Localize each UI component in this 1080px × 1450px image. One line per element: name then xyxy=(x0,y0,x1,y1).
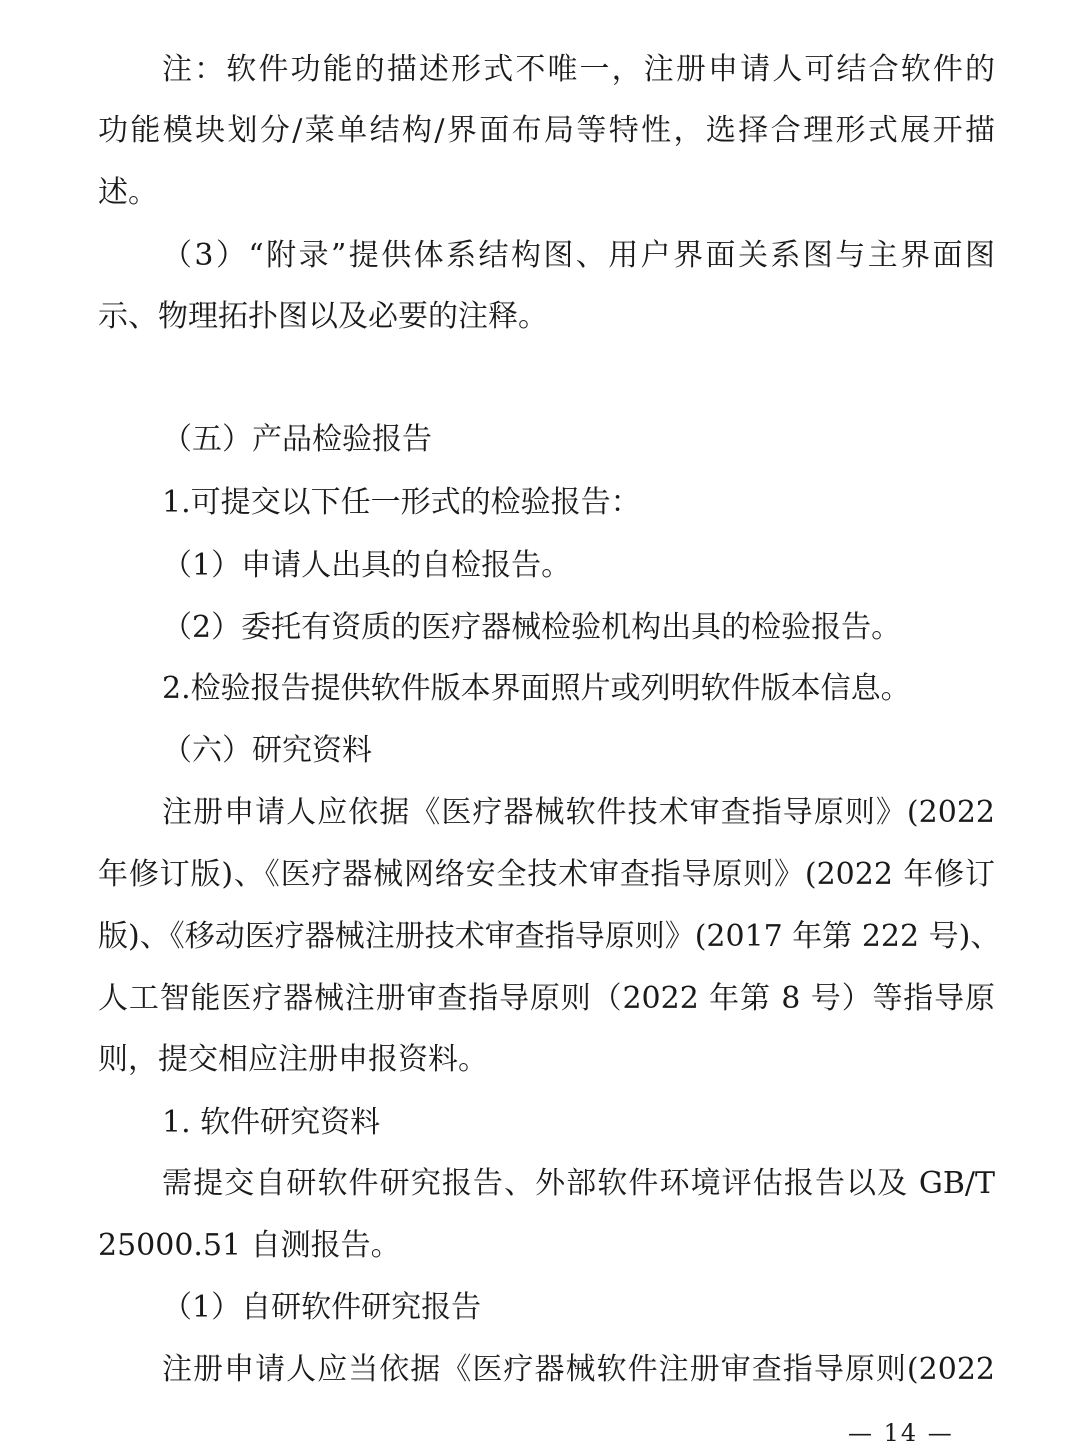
text-line: 示、物理拓扑图以及必要的注释。 xyxy=(98,299,548,334)
text-line: 1.可提交以下任一形式的检验报告： xyxy=(162,485,641,520)
text-line: 25000.51 自测报告。 xyxy=(98,1228,401,1263)
subsection-heading: （1）自研软件研究报告 xyxy=(162,1290,482,1325)
text-line: （1）申请人出具的自检报告。 xyxy=(162,548,572,583)
text-line: 年修订版)、《医疗器械网络安全技术审查指导原则》(2022 年修订 xyxy=(98,857,995,892)
section-heading: （五）产品检验报告 xyxy=(162,422,432,457)
text-line: 注册申请人应当依据《医疗器械软件注册审查指导原则(2022 xyxy=(162,1352,995,1387)
text-line: 需提交自研软件研究报告、外部软件环境评估报告以及 GB/T xyxy=(162,1166,995,1201)
text-line: 功能模块划分/菜单结构/界面布局等特性，选择合理形式展开描 xyxy=(98,113,995,148)
page-number: — 14 — xyxy=(848,1419,954,1447)
section-heading: （六）研究资料 xyxy=(162,733,372,768)
text-line: 版)、《移动医疗器械注册技术审查指导原则》(2017 年第 222 号)、 xyxy=(98,919,1001,954)
text-line: （2）委托有资质的医疗器械检验机构出具的检验报告。 xyxy=(162,610,902,645)
text-line: 2.检验报告提供软件版本界面照片或列明软件版本信息。 xyxy=(162,671,911,706)
text-line: 注册申请人应依据《医疗器械软件技术审查指导原则》(2022 xyxy=(162,795,995,830)
text-line: （3）“附录”提供体系结构图、用户界面关系图与主界面图 xyxy=(162,238,995,273)
text-line: 述。 xyxy=(98,175,158,210)
text-line: 人工智能医疗器械注册审查指导原则（2022 年第 8 号）等指导原 xyxy=(98,981,995,1016)
subsection-heading: 1. 软件研究资料 xyxy=(162,1105,381,1140)
text-line: 则，提交相应注册申报资料。 xyxy=(98,1042,488,1077)
text-line: 注：软件功能的描述形式不唯一，注册申请人可结合软件的 xyxy=(162,52,995,87)
